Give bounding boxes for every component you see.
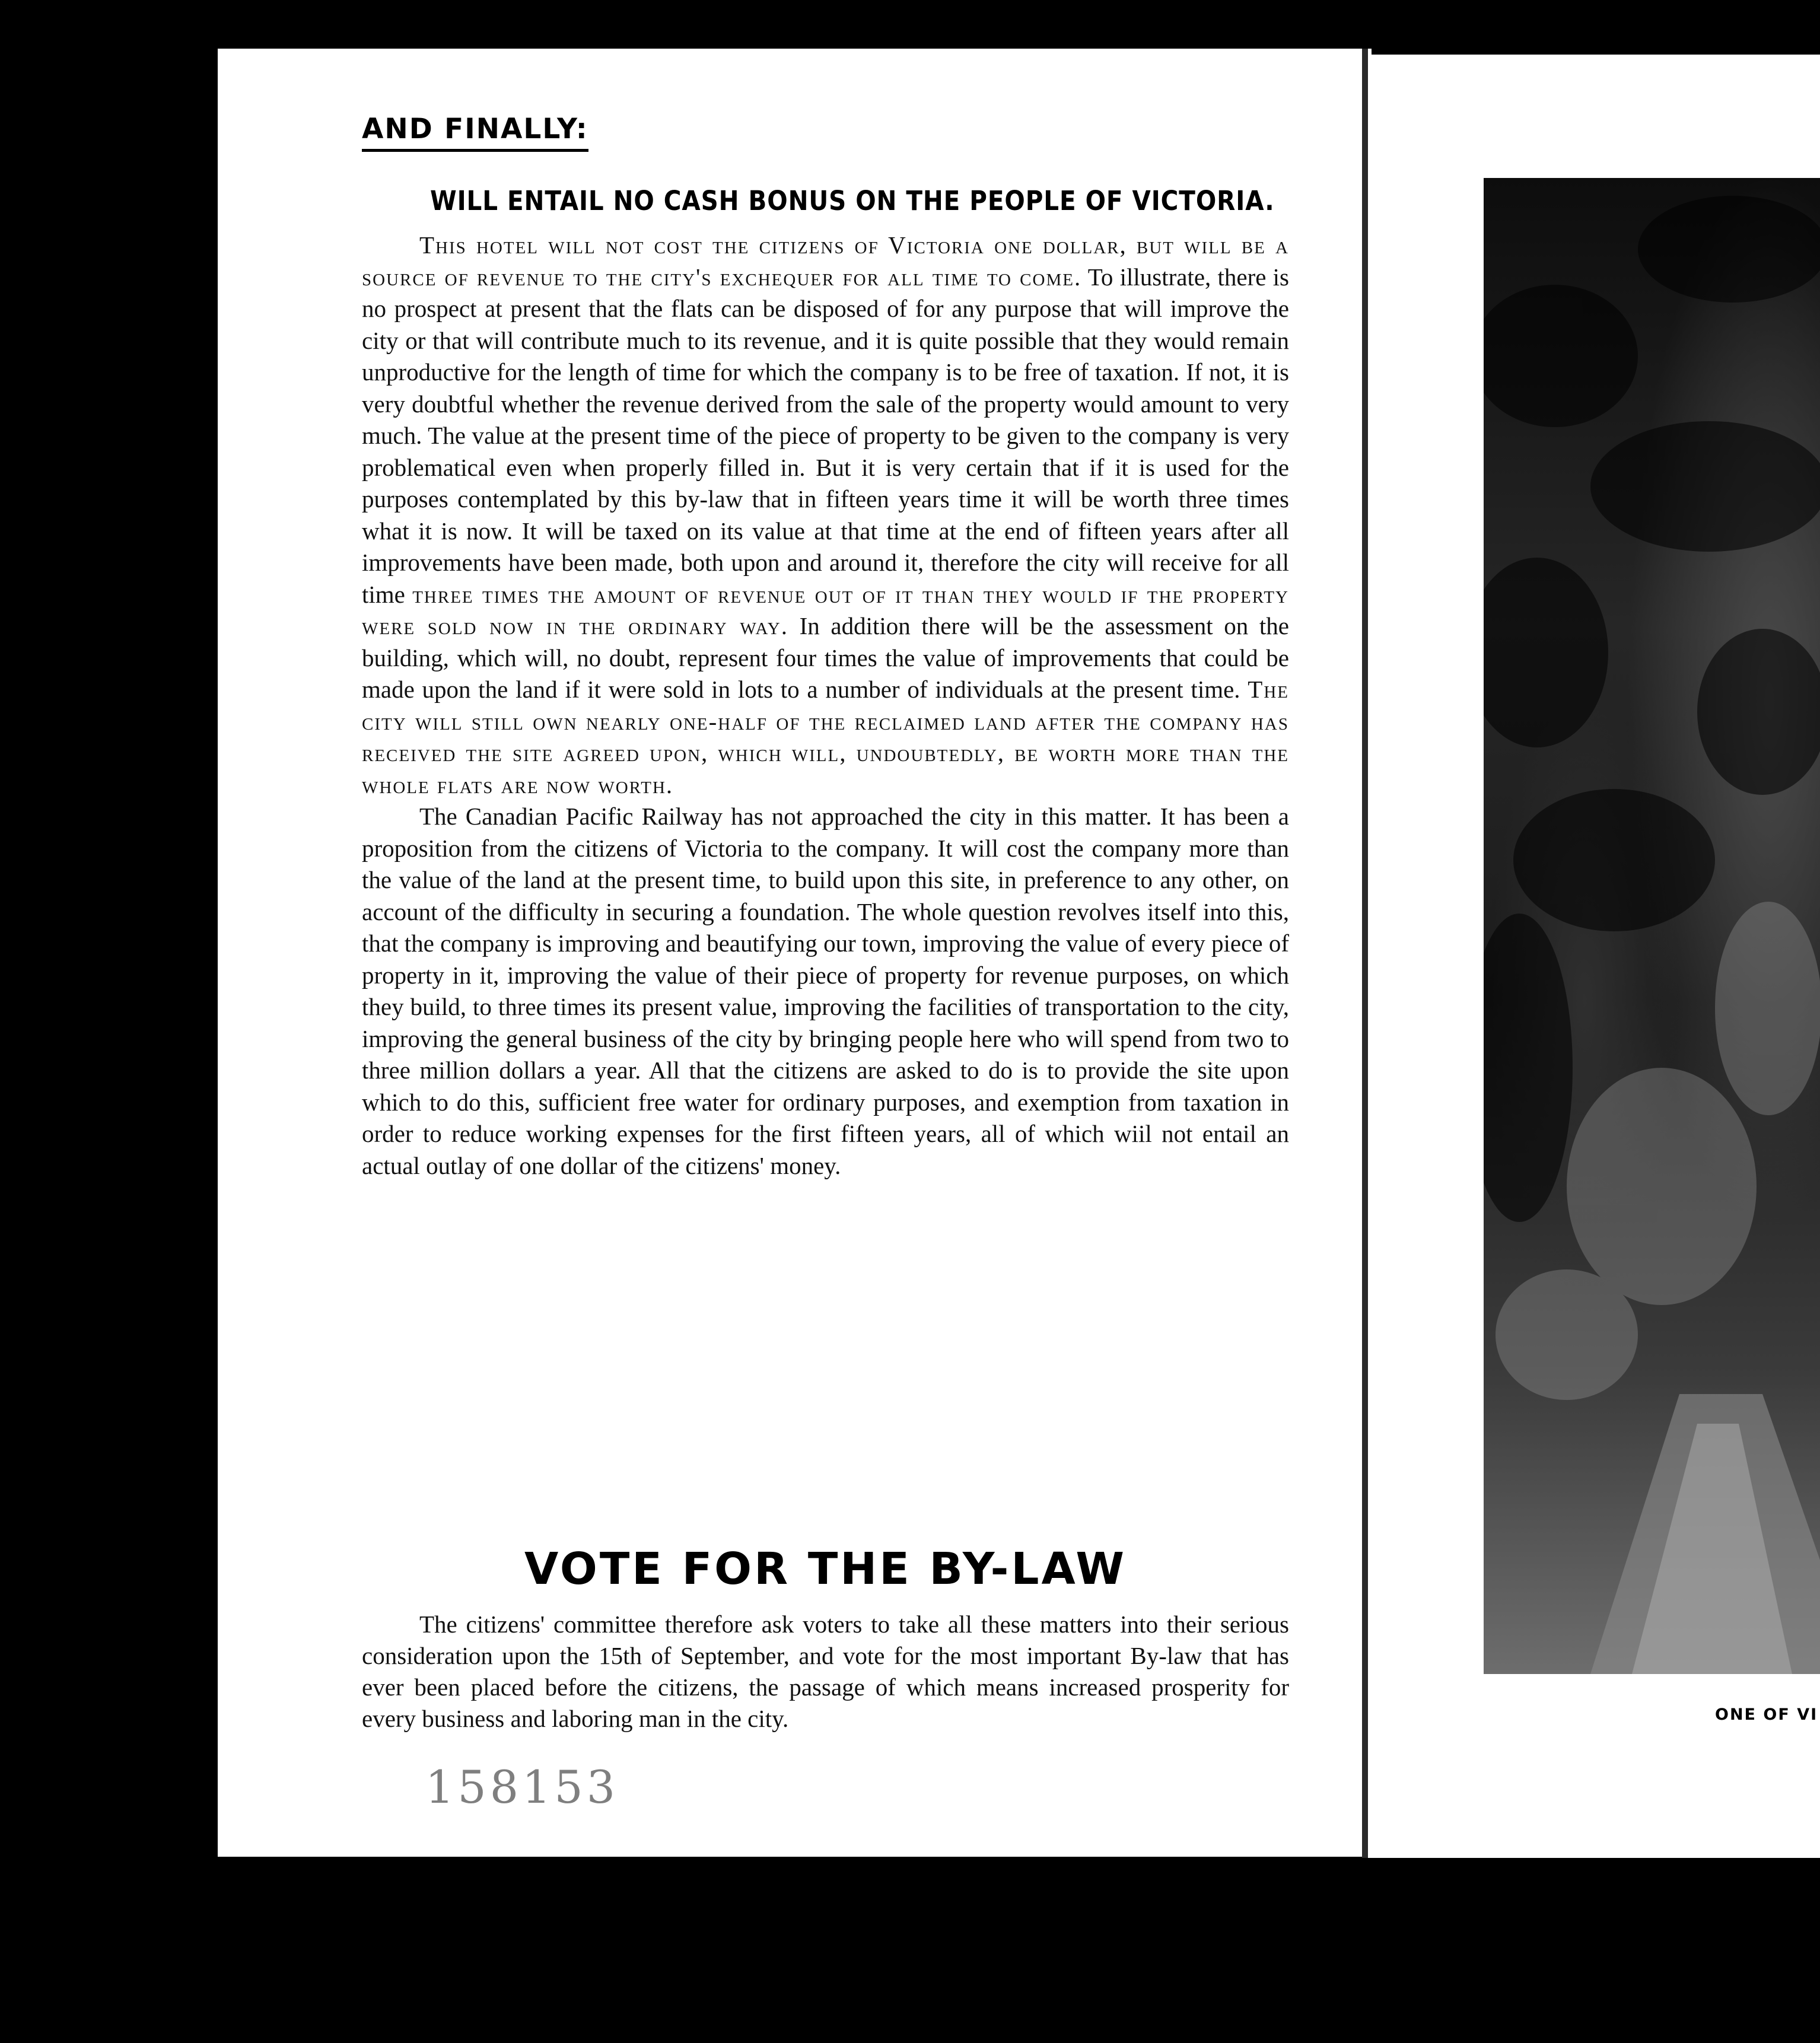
small-caps-passage: three times the amount of revenue out of it than they would if the property were sold now in the ordinary way. <box>362 580 1289 639</box>
small-caps-passage: This hotel will not cost the citizens of Victoria one dollar, but will be a source of revenue to the city's exchequer for all time to come. <box>362 231 1289 291</box>
small-caps-passage: The city will still own nearly one-half of the reclaimed land after the company has received the site agreed upon, which will, undoubtedly, be worth more than the whole flats are now worth. <box>362 676 1289 798</box>
closing-text <box>362 1609 1289 1735</box>
paragraph-text: To illustrate, there is no prospect at present that the flats can be disposed of for any purpose that will improve the city or that will contribute much to its revenue, and it is quite possible that they would remain unproductive for the length of time for which the company is to be free of taxation. If not, it is very doubtful whether the revenue derived from the sale of the property would amount to very much. The value at the present time of the piece of property to be given to the company is very problematical even when properly filled in. But it is very certain that if it is used for the purposes contemplated by this by-law that in fifteen years time it will be worth three times what it is now. It will be taxed on its value at that time at the end of fifteen years after all improvements have been made, both upon and around it, therefore the city will receive for all time <box>362 263 1289 608</box>
page-fold <box>1362 49 1368 1858</box>
subheading: WILL ENTAIL NO CASH BONUS ON THE PEOPLE OF VICTORIA. <box>430 185 1275 217</box>
paragraph-2: The Canadian Pacific Railway has not approached the city in this matter. It has been a proposition from the citizens of Victoria to the company. It will cost the company more than the value of the land at the present time, to build upon this site, in preference to any other, on account of the difficulty in securing a foundation. The whole question revolves itself into this, that the company is improving and beautifying our town, improving the value of every piece of property in it, improving the value of their piece of property for revenue purposes, on which they build, to three times its present value, improving the facilities of transportation to the city, improving the general business of the city by bringing people here who will spend from two to three million dollars a year. All that the citizens are asked to do is to provide the site upon which to do this, sufficient free water for ordinary purposes, and exemption from taxation in order to reduce working expenses for the first fifteen years, all of which wiil not entail an actual outlay of one dollar of the citizens' money. <box>362 803 1289 1179</box>
vote-heading: VOTE FOR THE BY-LAW <box>524 1544 1127 1595</box>
left-page <box>218 49 1372 1857</box>
section-heading: AND FINALLY: <box>362 113 588 152</box>
right-page <box>1368 55 1820 1858</box>
foliage-texture <box>1484 178 1820 1674</box>
tree-lined-road-photo <box>1484 178 1820 1674</box>
paragraph-1 <box>362 230 1289 801</box>
paragraph-text: In addition there will be the assessment on the building, which will, no doubt, represent four times the value of improvements that could be made upon the land if it were sold in lots to a number of individuals at the present time. <box>362 612 1289 703</box>
closing-paragraph: The citizens' committee therefore ask voters to take all these matters into their serious consideration upon the 15th of September, and vote for the most important By-law that has ever been placed before the citizens, the passage of which means increased prosperity for every business and laboring man in the city. <box>362 1611 1289 1732</box>
catalog-number: 158153 <box>425 1761 619 1813</box>
photo-caption: ONE OF VI <box>1715 1705 1818 1724</box>
body-text <box>362 230 1289 1182</box>
